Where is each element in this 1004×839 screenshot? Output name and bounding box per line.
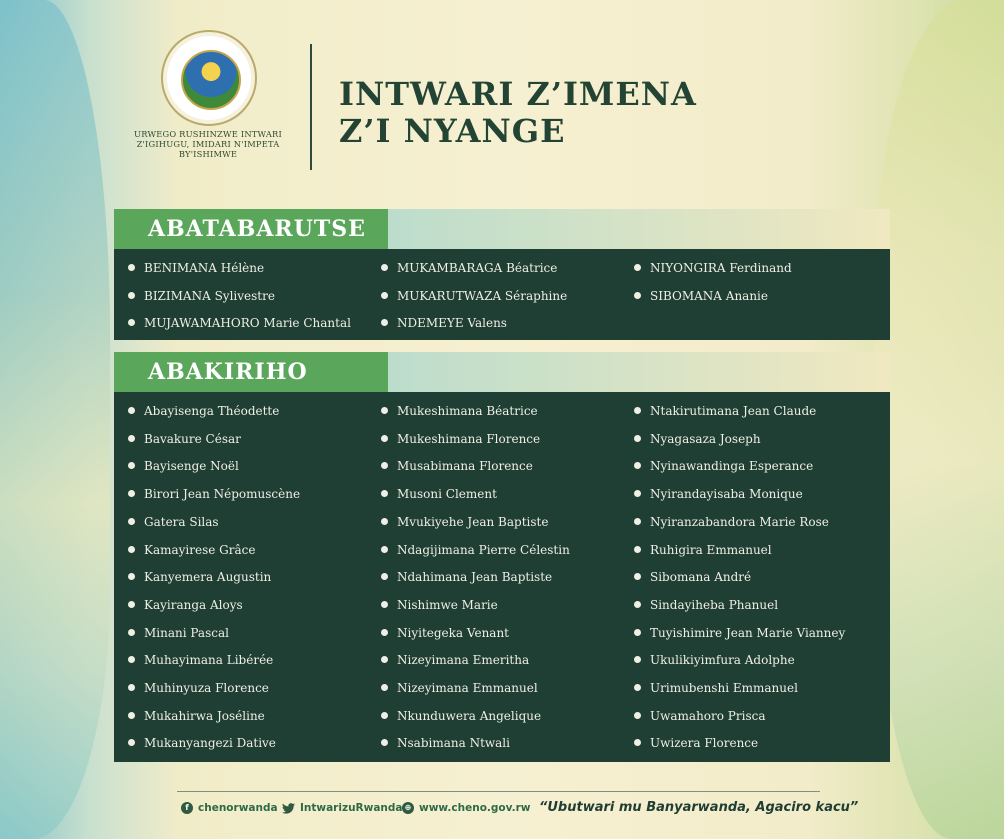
bullet-icon — [634, 264, 641, 271]
person-name: MUJAWAMAHORO Marie Chantal — [144, 316, 351, 330]
section-list — [114, 249, 890, 340]
bullet-icon — [381, 684, 388, 691]
list-item — [128, 404, 279, 418]
bullet-icon — [634, 546, 641, 553]
bullet-icon — [381, 490, 388, 497]
list-item — [128, 653, 273, 667]
bullet-icon — [128, 407, 135, 414]
person-name: Ruhigira Emmanuel — [650, 542, 772, 557]
bullet-icon — [634, 684, 641, 691]
person-name: Bavakure César — [144, 431, 241, 446]
person-name: Musoni Clement — [397, 487, 497, 502]
bullet-icon — [381, 292, 388, 299]
list-item — [381, 316, 507, 330]
bullet-icon — [381, 629, 388, 636]
list-item — [381, 626, 509, 640]
facebook-icon: f — [181, 802, 193, 814]
list-item — [381, 598, 498, 612]
person-name: MUKARUTWAZA Séraphine — [397, 288, 568, 303]
list-item — [634, 289, 768, 303]
page-title: INTWARI Z’IMENA Z’I NYANGE — [339, 75, 697, 150]
list-item — [634, 709, 765, 723]
person-name: Kanyemera Augustin — [144, 570, 272, 585]
website-url: www.cheno.gov.rw — [419, 802, 531, 814]
bullet-icon — [634, 601, 641, 608]
person-name: Abayisenga Théodette — [144, 404, 280, 418]
bullet-icon — [381, 601, 388, 608]
person-name: NDEMEYE Valens — [397, 316, 507, 330]
bullet-icon — [128, 319, 135, 326]
person-name: Ukulikiyimfura Adolphe — [650, 653, 795, 668]
bullet-icon — [634, 435, 641, 442]
list-item — [128, 626, 229, 640]
person-name: Musabimana Florence — [397, 459, 533, 474]
list-item — [128, 515, 219, 529]
bullet-icon — [128, 490, 135, 497]
list-item — [634, 261, 792, 275]
person-name: Nyirandayisaba Monique — [650, 487, 803, 502]
person-name: Niyitegeka Venant — [397, 625, 510, 640]
person-name: Mvukiyehe Jean Baptiste — [397, 514, 549, 529]
person-name: Minani Pascal — [144, 625, 229, 640]
list-item — [381, 653, 529, 667]
person-name: Kayiranga Aloys — [144, 597, 243, 612]
person-name: Nizeyimana Emeritha — [397, 653, 530, 668]
bullet-icon — [381, 518, 388, 525]
list-item — [381, 261, 557, 275]
person-name: Uwizera Florence — [650, 736, 759, 751]
bullet-icon — [381, 462, 388, 469]
list-item — [634, 543, 772, 557]
person-name: MUKAMBARAGA Béatrice — [397, 261, 558, 275]
bullet-icon — [128, 739, 135, 746]
list-item — [381, 736, 510, 750]
person-name: Tuyishimire Jean Marie Vianney — [650, 625, 846, 640]
bullet-icon — [128, 712, 135, 719]
list-item — [634, 515, 829, 529]
person-name: Nyinawandinga Esperance — [650, 459, 814, 474]
person-name: BIZIMANA Sylivestre — [144, 288, 275, 303]
bullet-icon — [381, 739, 388, 746]
bullet-icon — [381, 264, 388, 271]
list-item — [634, 681, 798, 695]
person-name: Uwamahoro Prisca — [650, 708, 766, 723]
motto: “Ubutwari mu Banyarwanda, Agaciro kacu” — [539, 800, 859, 815]
list-item — [634, 598, 778, 612]
org-name: URWEGO RUSHINZWE INTWARI Z'IGIHUGU, IMIDARI N'IMPETA BY'ISHIMWE — [134, 129, 282, 159]
list-item — [128, 459, 239, 473]
person-name: Birori Jean Népomuscène — [144, 487, 301, 502]
seal-emblem — [181, 50, 241, 110]
section-header — [114, 209, 890, 249]
list-item — [128, 432, 241, 446]
section-title: ABATABARUTSE — [114, 209, 388, 249]
bullet-icon — [634, 292, 641, 299]
bullet-icon — [381, 656, 388, 663]
bullet-icon — [381, 573, 388, 580]
section-title: ABAKIRIHO — [114, 352, 388, 392]
person-name: Muhinyuza Florence — [144, 681, 269, 695]
list-item — [128, 487, 300, 501]
bullet-icon — [634, 712, 641, 719]
list-item — [381, 432, 540, 446]
person-name: NIYONGIRA Ferdinand — [650, 261, 792, 275]
bullet-icon — [128, 656, 135, 663]
twitter-link[interactable] — [282, 802, 403, 818]
person-name: Sibomana André — [650, 570, 752, 585]
person-name: Gatera Silas — [144, 514, 219, 529]
person-name: Nyiranzabandora Marie Rose — [650, 514, 829, 529]
bullet-icon — [381, 546, 388, 553]
person-name: Nsabimana Ntwali — [397, 736, 510, 751]
list-item — [381, 515, 548, 529]
person-name: Nkunduwera Angelique — [397, 708, 542, 723]
person-name: Nizeyimana Emmanuel — [397, 681, 538, 695]
person-name: Nyagasaza Joseph — [650, 431, 761, 446]
bullet-icon — [128, 573, 135, 580]
bullet-icon — [381, 712, 388, 719]
list-item — [381, 487, 497, 501]
list-item — [128, 261, 264, 275]
person-name: Ndagijimana Pierre Célestin — [397, 542, 570, 557]
person-name: Urimubenshi Emmanuel — [650, 681, 798, 695]
list-item — [128, 543, 255, 557]
person-name: Sindayiheba Phanuel — [650, 597, 779, 612]
list-item — [634, 570, 751, 584]
bullet-icon — [634, 573, 641, 580]
person-name: Mukeshimana Béatrice — [397, 404, 538, 418]
list-item — [634, 653, 795, 667]
list-item — [381, 681, 538, 695]
person-name: Bayisenge Noël — [144, 459, 239, 474]
list-item — [381, 289, 567, 303]
header-divider — [310, 44, 312, 170]
header — [0, 0, 1004, 190]
bullet-icon — [634, 407, 641, 414]
bullet-icon — [634, 490, 641, 497]
bullet-icon — [128, 546, 135, 553]
facebook-handle: chenorwanda — [198, 802, 278, 814]
list-item — [128, 709, 265, 723]
bullet-icon — [128, 518, 135, 525]
bullet-icon — [128, 435, 135, 442]
section-list — [114, 392, 890, 762]
list-item — [381, 709, 541, 723]
facebook-link[interactable] — [181, 802, 278, 818]
list-item — [634, 736, 758, 750]
list-item — [381, 570, 552, 584]
bullet-icon — [128, 684, 135, 691]
bullet-icon — [128, 264, 135, 271]
list-item — [381, 543, 570, 557]
person-name: Mukahirwa Joséline — [144, 708, 265, 723]
person-name: BENIMANA Hélène — [144, 261, 265, 275]
person-name: Kamayirese Grâce — [144, 542, 256, 557]
person-name: Ndahimana Jean Baptiste — [397, 570, 553, 585]
website-link[interactable] — [402, 802, 531, 818]
seal-logo — [161, 30, 257, 126]
person-name: Muhayimana Libérée — [144, 653, 274, 668]
list-item — [381, 404, 538, 418]
list-item — [634, 487, 803, 501]
list-item — [381, 459, 533, 473]
list-item — [128, 598, 243, 612]
person-name: Nishimwe Marie — [397, 597, 498, 612]
bullet-icon — [634, 462, 641, 469]
list-item — [634, 432, 761, 446]
section-abakiriho — [114, 352, 890, 762]
list-item — [634, 626, 845, 640]
bullet-icon — [634, 518, 641, 525]
bullet-icon — [381, 435, 388, 442]
person-name: SIBOMANA Ananie — [650, 288, 768, 303]
list-item — [128, 681, 269, 695]
person-name: Ntakirutimana Jean Claude — [650, 404, 817, 418]
bullet-icon — [634, 656, 641, 663]
list-item — [128, 736, 276, 750]
list-item — [128, 316, 351, 330]
globe-icon: ⊕ — [402, 802, 414, 814]
bullet-icon — [128, 292, 135, 299]
bullet-icon — [381, 407, 388, 414]
twitter-handle: IntwarizuRwanda — [300, 802, 403, 814]
bullet-icon — [128, 601, 135, 608]
list-item — [634, 459, 813, 473]
person-name: Mukeshimana Florence — [397, 431, 541, 446]
person-name: Mukanyangezi Dative — [144, 736, 276, 751]
section-abatabarutse — [114, 209, 890, 340]
bullet-icon — [128, 629, 135, 636]
section-header — [114, 352, 890, 392]
list-item — [128, 289, 275, 303]
bullet-icon — [128, 462, 135, 469]
bullet-icon — [381, 319, 388, 326]
list-item — [634, 404, 816, 418]
bullet-icon — [634, 629, 641, 636]
twitter-icon — [282, 803, 295, 814]
list-item — [128, 570, 271, 584]
footer-divider — [177, 791, 820, 792]
bullet-icon — [634, 739, 641, 746]
